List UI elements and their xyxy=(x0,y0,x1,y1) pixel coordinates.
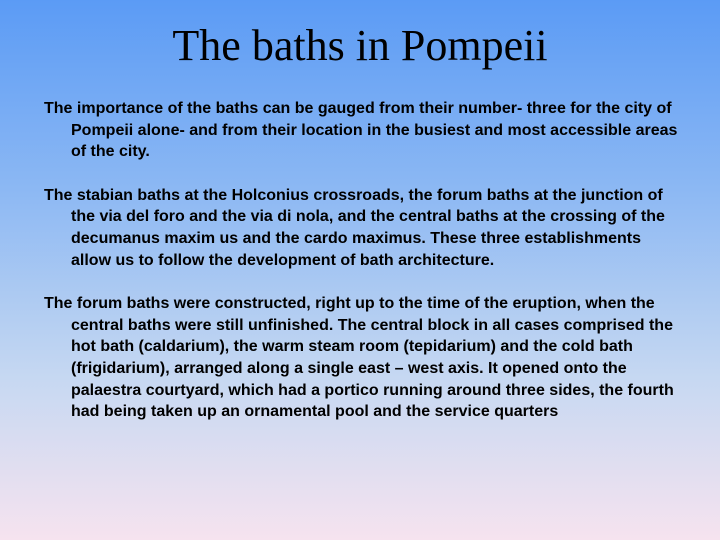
slide-title: The baths in Pompeii xyxy=(172,21,548,70)
slide-body xyxy=(44,98,684,445)
paragraph-forum-baths: The forum baths were constructed, right up to the time of the eruption, when the central baths were still unfinished. The central block in all cases comprised the hot bath (caldarium), the warm steam room (tepidarium) and the cold bath (frigidarium), arranged along a single east – west axis. It opened onto the palaestra courtyard, which had a portico running around three sides, the fourth had being taken up an ornamental pool and the service quarters xyxy=(44,295,674,421)
paragraph-importance: The importance of the baths can be gauged from their number- three for the city of Pompeii alone- and from their location in the busiest and most accessible areas of the city. xyxy=(44,100,678,161)
paragraph-three-baths: The stabian baths at the Holconius crossroads, the forum baths at the junction of the via del foro and the via di nola, and the central baths at the crossing of the decumanus maxim us and the cardo maximus. These three establishments allow us to follow the development of bath architecture. xyxy=(44,186,665,269)
